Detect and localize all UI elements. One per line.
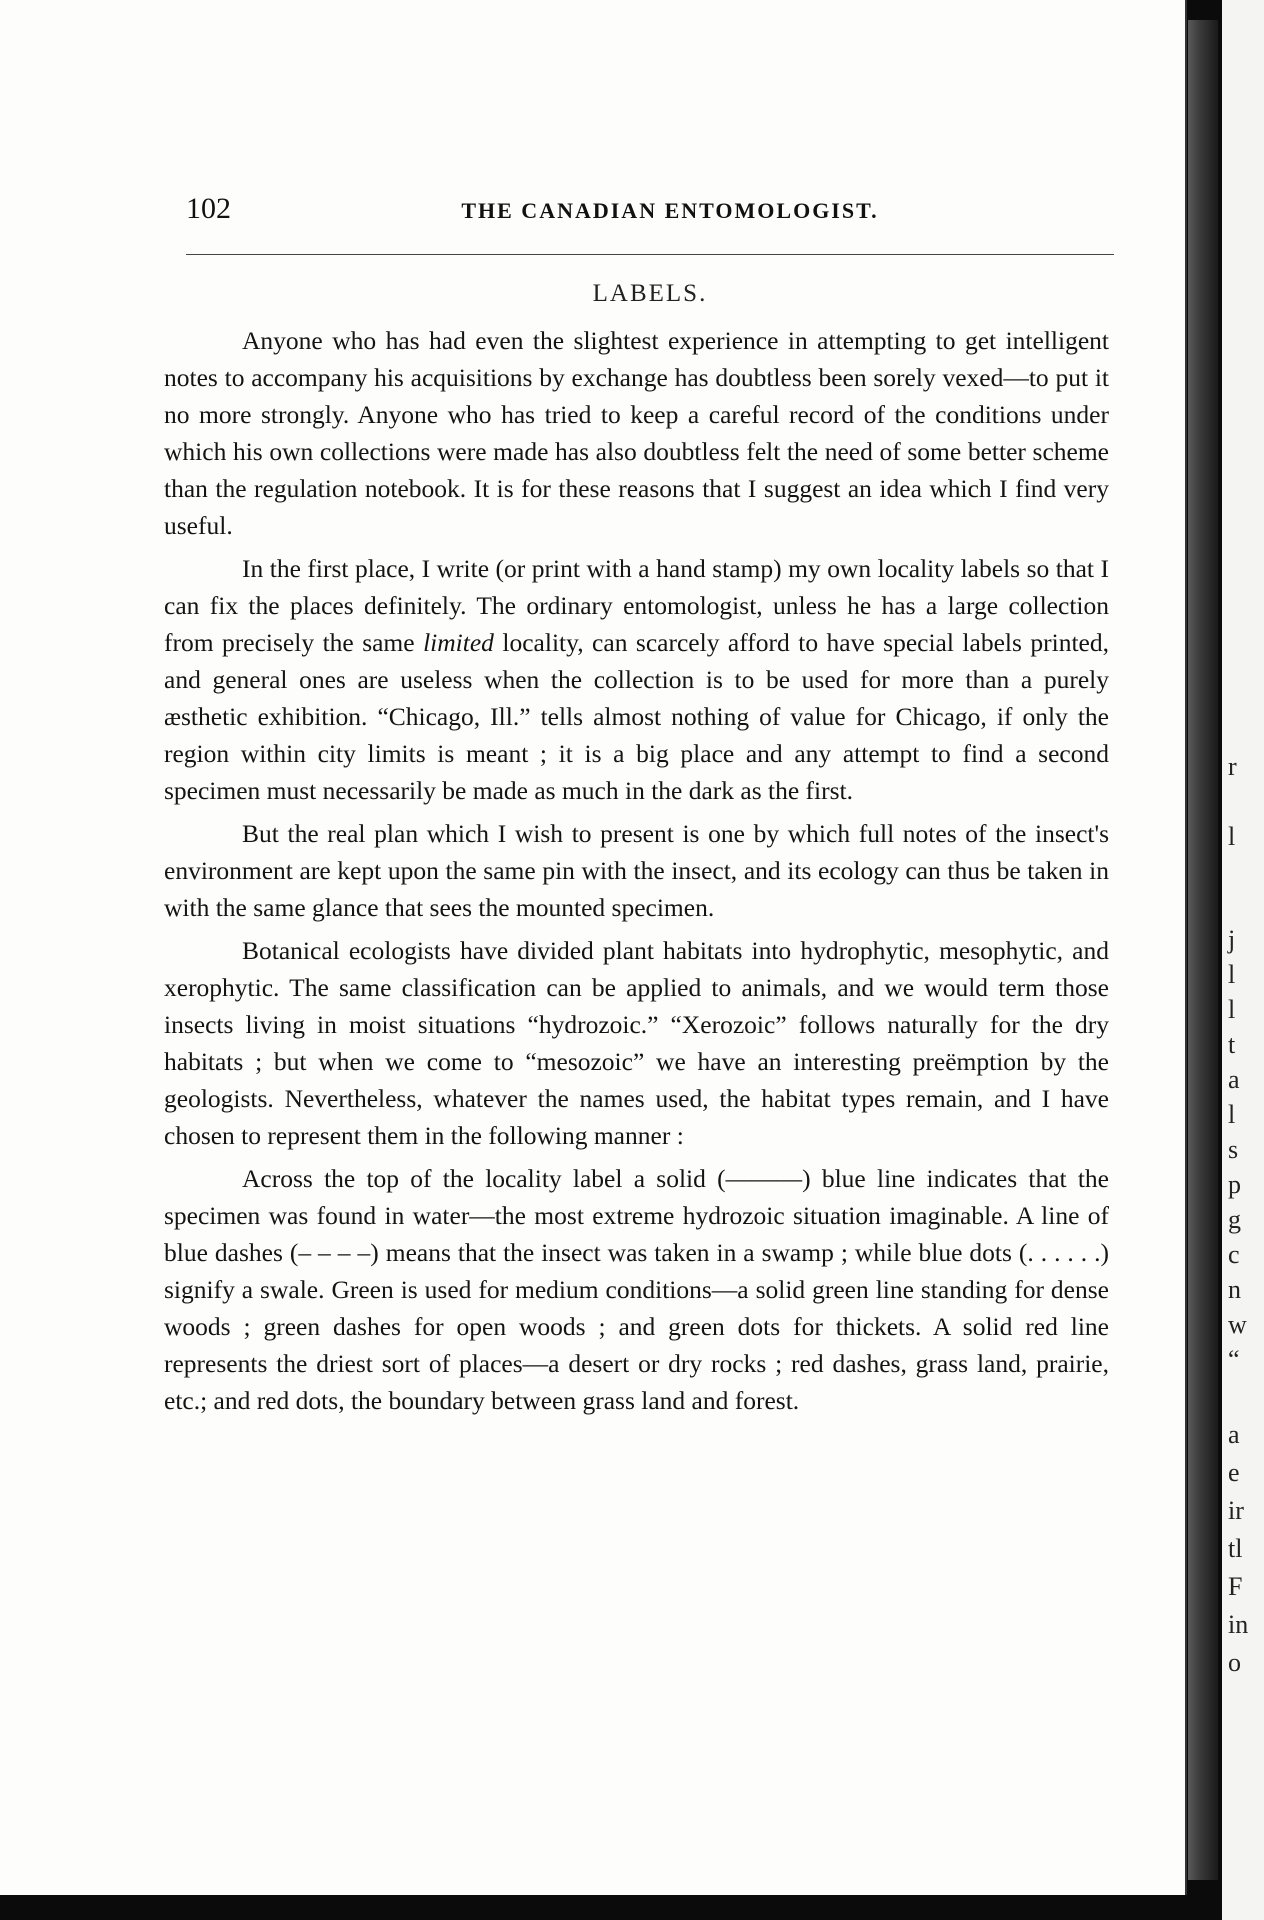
fragment: p (1228, 1170, 1241, 1199)
fragment: r (1228, 752, 1237, 781)
fragment: l (1228, 995, 1236, 1024)
fragment: ir (1228, 1496, 1244, 1525)
page-header (186, 190, 1114, 234)
fragment: “ (1228, 1345, 1240, 1374)
fragment: j (1228, 925, 1236, 954)
fragment: t (1228, 1030, 1236, 1059)
paragraph: Anyone who has had even the slightest experience in attempting to get intelligent notes to accompany his acquisitions by exchange has doubtless been sorely vexed—to put it no more strongly. Anyone who has tried to keep a careful record of the conditions under which his own collections were made has also doubtless felt the need of some better scheme than the regulation notebook. It is for these reasons that I suggest an idea which I find very useful. (164, 326, 1109, 540)
fragment: l (1228, 1100, 1236, 1129)
fragment: l (1228, 960, 1236, 989)
fragment: F (1228, 1572, 1243, 1601)
fragment: a (1228, 1065, 1240, 1094)
running-title: THE CANADIAN ENTOMOLOGIST. (461, 198, 879, 223)
adjacent-page-strip (1222, 0, 1264, 1920)
fragment: g (1228, 1205, 1241, 1234)
fragment: tl (1228, 1534, 1243, 1563)
paragraph-text: In the first place, I write (or print with a hand stamp) my own locality labels so that I can fix the places definitely. The ordinary entomologist, unless he has a large collection from precisely the same (164, 554, 1109, 657)
page-number: 102 (186, 192, 231, 225)
page-edge-shadow (1188, 20, 1218, 1880)
paragraph-text: locality, can scarcely afford to have special labels printed, and general ones are useless when the collection is to be used for more than a purely æsthetic exhibition. “Chicago, Ill.” tells almost nothing of value for Chicago, if only the region within city limits is meant ; it is a big place and any attempt to find a second specimen must necessarily be made as much in the dark as the first. (164, 628, 1109, 805)
article-body (164, 322, 1109, 1425)
paragraph: Across the top of the locality label a solid (———) blue line indicates that the specimen was found in water—the most extreme hydrozoic situation imaginable. A line of blue dashes (– – – –) means that the insect was taken in a swamp ; while blue dots (. . . . . .) signify a swale. Green is used for medium conditions—a solid green line standing for dense woods ; green dashes for open woods ; and green dots for thickets. A solid red line represents the driest sort of places—a desert or dry rocks ; red dashes, grass land, prairie, etc.; and red dots, the boundary between grass land and forest. (164, 1164, 1109, 1415)
fragment: s (1228, 1135, 1239, 1164)
fragment: in (1228, 1610, 1249, 1639)
paragraph (164, 550, 1109, 809)
paragraph: Botanical ecologists have divided plant habitats into hydrophytic, mesophytic, and xerophytic. The same classification can be applied to animals, and we would term those insects living in moist situations “hydrozoic.” “Xerozoic” follows naturally for the dry habitats ; but when we come to “mesozoic” we have an interesting preëmption by the geologists. Nevertheless, whatever the names used, the habitat types remain, and I have chosen to represent them in the following manner : (164, 936, 1109, 1150)
fragment: c (1228, 1240, 1240, 1269)
fragment: w (1228, 1310, 1247, 1339)
fragment: e (1228, 1458, 1240, 1487)
header-rule (186, 254, 1114, 255)
fragment: o (1228, 1648, 1241, 1677)
fragment: a (1228, 1420, 1240, 1449)
article-title: LABELS. (592, 280, 708, 307)
fragment: l (1228, 822, 1236, 851)
paragraph: But the real plan which I wish to present is one by which full notes of the insect's environment are kept upon the same pin with the insect, and its ecology can thus be taken in with the same glance that sees the mounted specimen. (164, 819, 1109, 922)
fragment: n (1228, 1275, 1241, 1304)
italic-word: limited (423, 628, 494, 657)
